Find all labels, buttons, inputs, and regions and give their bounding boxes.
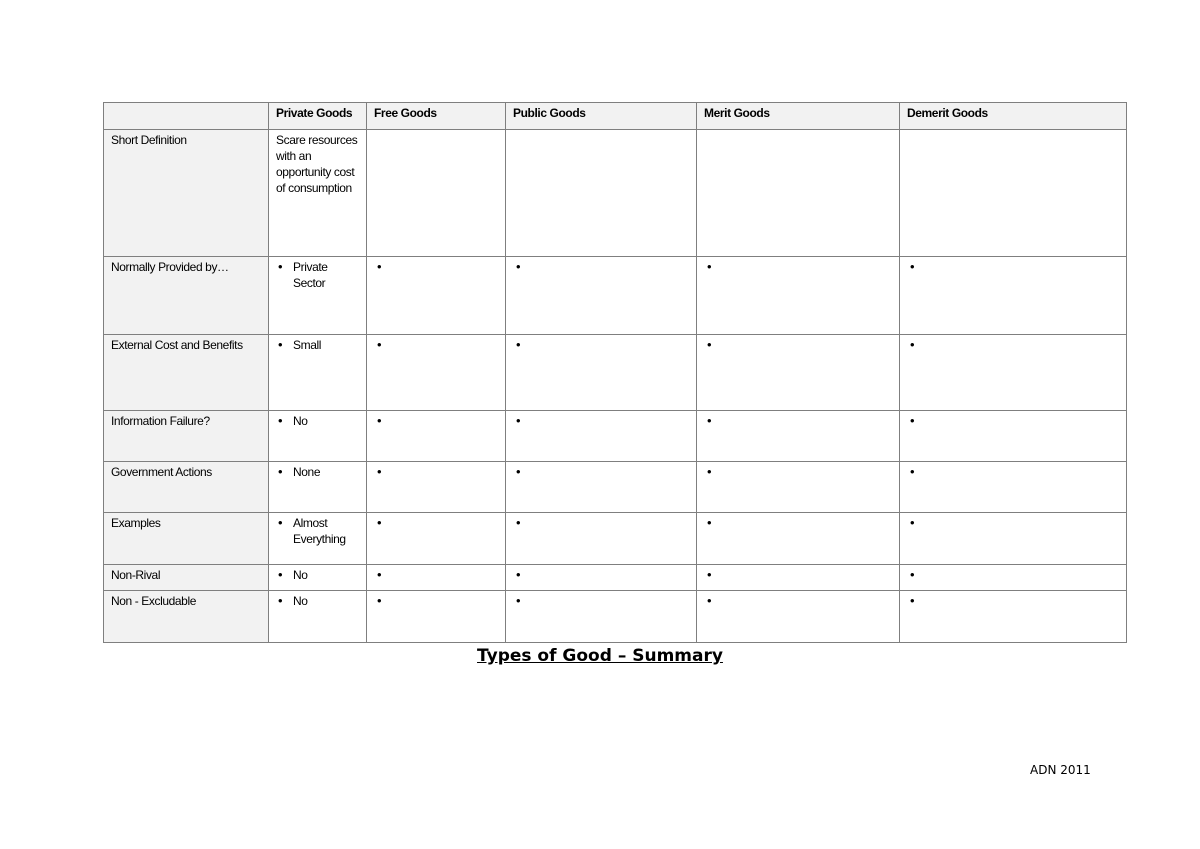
bullet-icon xyxy=(704,593,892,609)
free-normally-provided-by xyxy=(367,257,506,335)
private-non-rival xyxy=(269,565,367,591)
demerit-non-rival xyxy=(900,565,1127,591)
bullet-icon xyxy=(704,259,892,275)
merit-government-actions xyxy=(697,462,900,513)
bullet-icon xyxy=(374,567,498,583)
private-external-cost xyxy=(269,335,367,411)
demerit-normally-provided-by xyxy=(900,257,1127,335)
table-row xyxy=(104,130,1127,257)
bullet-icon xyxy=(907,464,1119,480)
table-row xyxy=(104,335,1127,411)
table-row xyxy=(104,411,1127,462)
list-item: • Private Sector xyxy=(276,259,359,291)
row-label-non-rival: Non-Rival xyxy=(104,565,269,591)
bullet-icon xyxy=(513,567,689,583)
footer-note: ADN 2011 xyxy=(1030,763,1091,777)
private-examples xyxy=(269,513,367,565)
free-information-failure xyxy=(367,411,506,462)
merit-external-cost xyxy=(697,335,900,411)
row-label-non-excludable: Non - Excludable xyxy=(104,591,269,643)
bullet-icon xyxy=(907,337,1119,353)
header-private-goods: Private Goods xyxy=(269,103,367,130)
bullet-icon xyxy=(704,515,892,531)
bullet-icon xyxy=(374,593,498,609)
demerit-external-cost xyxy=(900,335,1127,411)
table-row xyxy=(104,257,1127,335)
public-external-cost xyxy=(506,335,697,411)
merit-short-definition xyxy=(697,130,900,257)
table-row xyxy=(104,513,1127,565)
public-normally-provided-by xyxy=(506,257,697,335)
row-label-external-cost: External Cost and Benefits xyxy=(104,335,269,411)
public-non-excludable xyxy=(506,591,697,643)
list-item: • No xyxy=(276,593,359,609)
row-label-normally-provided-by: Normally Provided by… xyxy=(104,257,269,335)
header-public-goods: Public Goods xyxy=(506,103,697,130)
table-row xyxy=(104,591,1127,643)
free-examples xyxy=(367,513,506,565)
merit-non-rival xyxy=(697,565,900,591)
public-examples xyxy=(506,513,697,565)
bullet-icon xyxy=(704,413,892,429)
private-short-definition: Scare resources with an opportunity cost of consumption xyxy=(269,130,367,257)
page-title: Types of Good – Summary xyxy=(477,646,723,666)
bullet-icon xyxy=(374,464,498,480)
demerit-information-failure xyxy=(900,411,1127,462)
demerit-examples xyxy=(900,513,1127,565)
row-label-examples: Examples xyxy=(104,513,269,565)
free-external-cost xyxy=(367,335,506,411)
public-short-definition xyxy=(506,130,697,257)
row-label-short-definition: Short Definition xyxy=(104,130,269,257)
bullet-icon xyxy=(704,337,892,353)
bullet-icon xyxy=(374,413,498,429)
merit-information-failure xyxy=(697,411,900,462)
bullet-icon xyxy=(907,593,1119,609)
bullet-icon xyxy=(513,413,689,429)
bullet-icon xyxy=(513,515,689,531)
merit-examples xyxy=(697,513,900,565)
free-government-actions xyxy=(367,462,506,513)
public-government-actions xyxy=(506,462,697,513)
bullet-icon xyxy=(513,337,689,353)
list-item: • No xyxy=(276,413,359,429)
table-row xyxy=(104,565,1127,591)
bullet-icon xyxy=(907,413,1119,429)
header-row xyxy=(104,103,1127,130)
bullet-icon xyxy=(907,567,1119,583)
list-item: • Almost Everything xyxy=(276,515,359,547)
free-non-excludable xyxy=(367,591,506,643)
row-label-government-actions: Government Actions xyxy=(104,462,269,513)
demerit-government-actions xyxy=(900,462,1127,513)
merit-non-excludable xyxy=(697,591,900,643)
table-row xyxy=(104,462,1127,513)
bullet-icon xyxy=(704,567,892,583)
header-merit-goods: Merit Goods xyxy=(697,103,900,130)
bullet-icon xyxy=(374,515,498,531)
header-demerit-goods: Demerit Goods xyxy=(900,103,1127,130)
private-normally-provided-by xyxy=(269,257,367,335)
demerit-short-definition xyxy=(900,130,1127,257)
private-non-excludable xyxy=(269,591,367,643)
bullet-icon xyxy=(907,515,1119,531)
header-free-goods: Free Goods xyxy=(367,103,506,130)
bullet-icon xyxy=(374,259,498,275)
demerit-non-excludable xyxy=(900,591,1127,643)
list-item: • No xyxy=(276,567,359,583)
list-item: • None xyxy=(276,464,359,480)
bullet-icon xyxy=(907,259,1119,275)
row-label-information-failure: Information Failure? xyxy=(104,411,269,462)
bullet-icon xyxy=(513,259,689,275)
list-item: • Small xyxy=(276,337,359,353)
public-information-failure xyxy=(506,411,697,462)
private-government-actions xyxy=(269,462,367,513)
bullet-icon xyxy=(513,593,689,609)
merit-normally-provided-by xyxy=(697,257,900,335)
free-non-rival xyxy=(367,565,506,591)
header-corner-cell xyxy=(104,103,269,130)
free-short-definition xyxy=(367,130,506,257)
bullet-icon xyxy=(704,464,892,480)
private-information-failure xyxy=(269,411,367,462)
bullet-icon xyxy=(513,464,689,480)
bullet-icon xyxy=(374,337,498,353)
types-of-good-table xyxy=(103,102,1127,643)
public-non-rival xyxy=(506,565,697,591)
